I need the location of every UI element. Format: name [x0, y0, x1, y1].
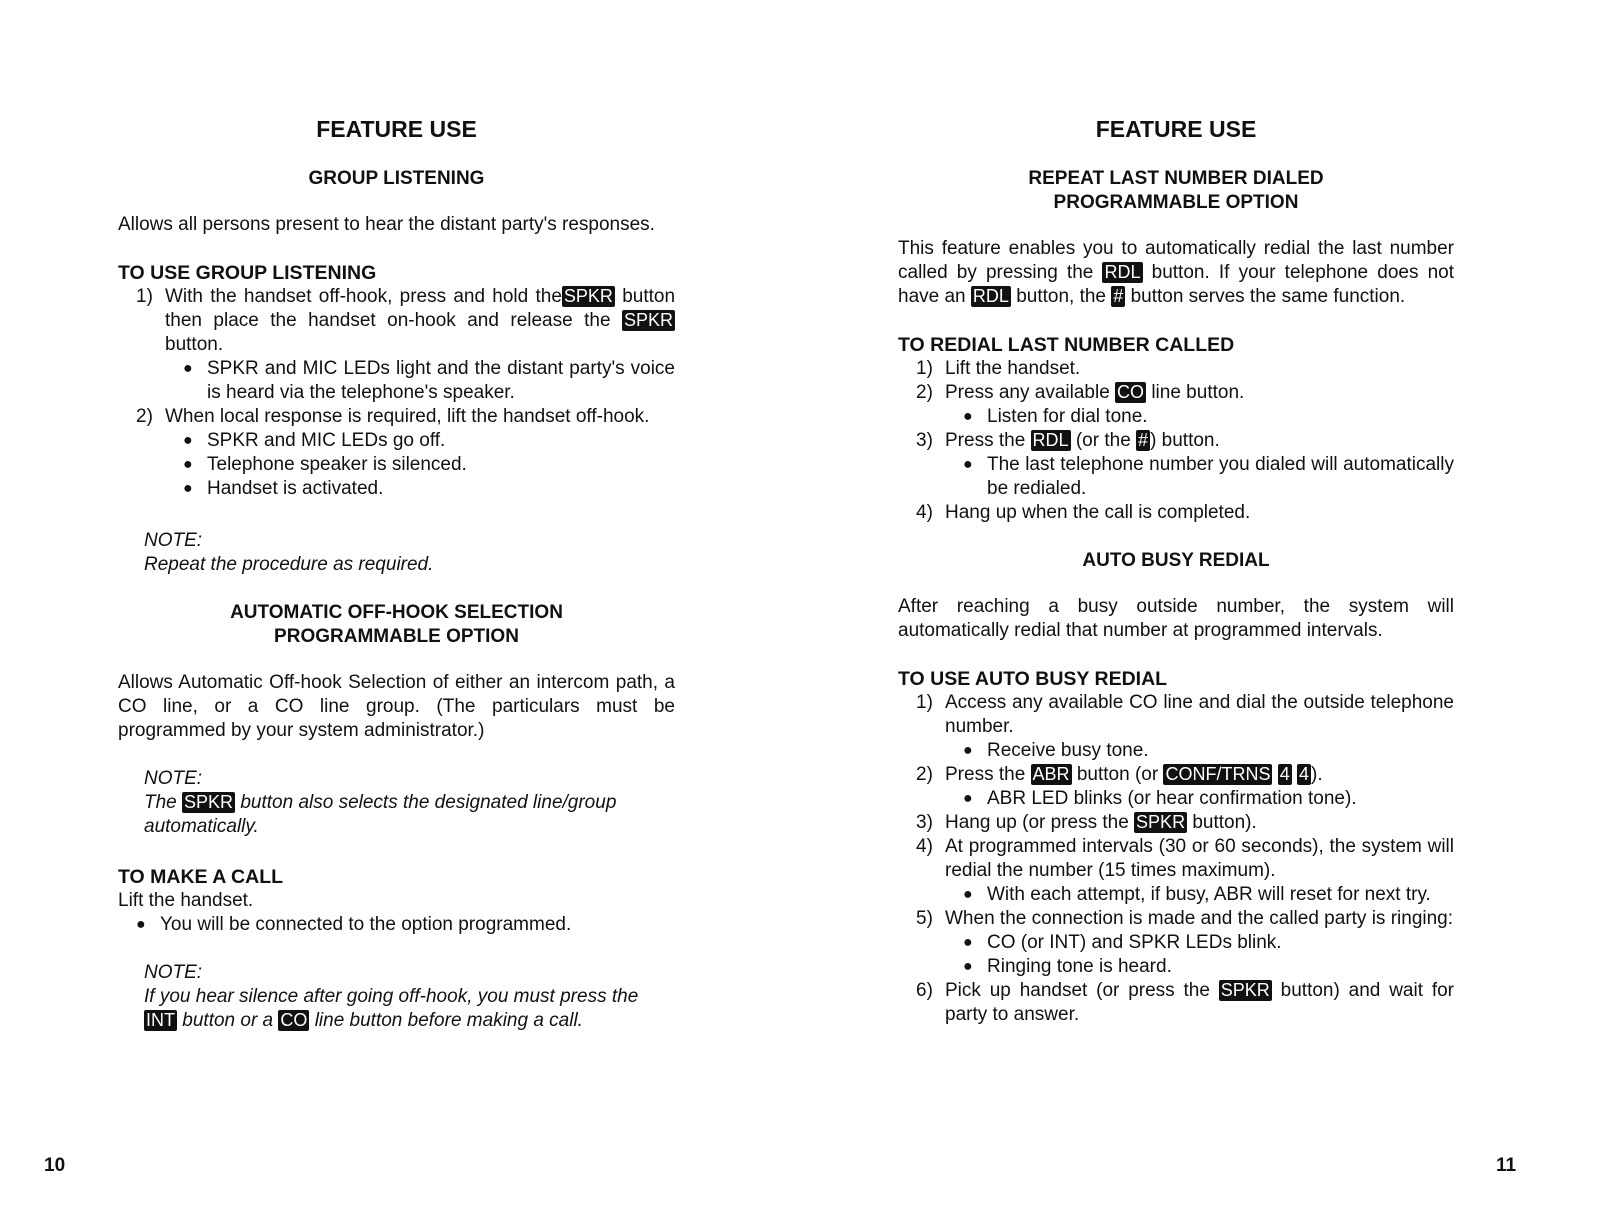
bullet-list — [165, 429, 675, 501]
redial-steps — [898, 357, 1454, 525]
section-title-auto-offhook — [118, 601, 675, 649]
list-item — [118, 405, 675, 501]
bullet-icon: ● — [183, 480, 193, 497]
step-text: button (or — [1076, 764, 1159, 785]
list-item — [945, 787, 1454, 811]
left-page — [0, 0, 798, 1228]
intro-fragment: button serves the same function. — [1130, 286, 1406, 307]
bullet-text: You will be connected to the option programmed. — [160, 914, 572, 935]
intro-fragment: button. If your telephone does not have an — [898, 262, 1455, 307]
step-number: 6) — [916, 980, 933, 1001]
auto-offhook-intro: Allows Automatic Off-hook Selection of either an intercom path, a CO line, or a CO line group. (The particulars must be programmed by your system administrator.) — [118, 672, 675, 741]
note-label: NOTE: — [144, 962, 203, 983]
step-number: 2) — [916, 764, 933, 785]
title-line: REPEAT LAST NUMBER DIALED — [1028, 168, 1324, 189]
bullet-icon: ● — [963, 408, 973, 425]
note-text — [144, 791, 675, 839]
list-item — [898, 429, 1454, 501]
title-line: PROGRAMMABLE OPTION — [274, 626, 519, 647]
step-text: line button. — [1151, 382, 1245, 403]
conf-trns-key: CONF/TRNS — [1165, 764, 1271, 784]
step-text: When local response is required, lift the handset off-hook. — [165, 406, 650, 427]
bullet-icon: ● — [963, 456, 973, 473]
step-number: 5) — [916, 908, 933, 929]
list-item — [945, 883, 1454, 907]
group-listening-intro: Allows all persons present to hear the distant party's responses. — [118, 214, 655, 235]
step-text: (or the — [1075, 430, 1131, 451]
intro-fragment: button, the — [1016, 286, 1106, 307]
bullet-icon: ● — [183, 360, 193, 377]
bullet-icon: ● — [183, 432, 193, 449]
bullet-list — [945, 931, 1454, 979]
bullet-list — [118, 913, 675, 937]
list-item — [945, 955, 1454, 979]
bullet-icon: ● — [963, 742, 973, 759]
co-key: CO — [280, 1010, 308, 1030]
section-title-repeat-last-number — [898, 167, 1454, 215]
section-title-group-listening: GROUP LISTENING — [308, 168, 485, 189]
bullet-icon: ● — [136, 916, 146, 933]
note-label: NOTE: — [144, 768, 203, 789]
bullet-text: Receive busy tone. — [987, 740, 1149, 761]
bullet-text: Handset is activated. — [207, 478, 384, 499]
rdl-key: RDL — [1104, 262, 1141, 282]
spkr-key: SPKR — [184, 792, 234, 812]
auto-busy-intro: After reaching a busy outside number, the system will automatically redial that number at programmed intervals. — [898, 596, 1454, 641]
group-listening-steps — [118, 285, 675, 501]
step-number: 4) — [916, 836, 933, 857]
bullet-list — [945, 739, 1454, 763]
subhead-use-auto-busy-redial: TO USE AUTO BUSY REDIAL — [898, 668, 1168, 690]
note-fragment: button or a — [182, 1010, 274, 1031]
page-number: 10 — [44, 1155, 66, 1176]
bullet-list — [945, 453, 1454, 501]
note-fragment: button also selects the designated line/group automatically. — [144, 792, 617, 837]
title-line: AUTOMATIC OFF-HOOK SELECTION — [230, 602, 563, 623]
bullet-list — [945, 405, 1454, 429]
bullet-icon: ● — [963, 886, 973, 903]
bullet-list — [945, 787, 1454, 811]
section-title-auto-busy-redial: AUTO BUSY REDIAL — [1082, 550, 1270, 571]
step-text: With the handset off-hook, press and hold the — [165, 286, 562, 307]
spkr-key: SPKR — [1136, 812, 1186, 832]
spkr-key: SPKR — [563, 286, 613, 306]
note-text — [144, 985, 675, 1033]
step-text: button) and wait for party to answer. — [945, 980, 1454, 1025]
list-item — [898, 691, 1454, 763]
step-number: 3) — [916, 812, 933, 833]
spkr-key: SPKR — [623, 310, 673, 330]
subhead-use-group-listening: TO USE GROUP LISTENING — [118, 262, 377, 284]
right-column — [898, 116, 1454, 1027]
list-item — [898, 763, 1454, 811]
auto-busy-steps — [898, 691, 1454, 1027]
left-column — [118, 116, 675, 1055]
bullet-text: CO (or INT) and SPKR LEDs blink. — [987, 932, 1282, 953]
step-text: Pick up handset (or press the — [945, 980, 1210, 1001]
list-item — [898, 979, 1454, 1027]
digit-4-key: 4 — [1279, 764, 1290, 784]
note-auto-offhook — [144, 767, 675, 839]
list-item — [945, 739, 1454, 763]
step-text: Lift the handset. — [945, 358, 1081, 379]
bullet-list — [165, 357, 675, 405]
step-text: button). — [1192, 812, 1257, 833]
step-text: button. — [165, 334, 224, 355]
page-header: FEATURE USE — [1095, 116, 1257, 142]
bullet-list — [945, 883, 1454, 907]
list-item — [898, 501, 1454, 525]
subhead-redial-last-number: TO REDIAL LAST NUMBER CALLED — [898, 334, 1235, 356]
subhead-make-call: TO MAKE A CALL — [118, 866, 284, 888]
list-item — [165, 429, 675, 453]
bullet-text: ABR LED blinks (or hear confirmation tone). — [987, 788, 1357, 809]
repeat-intro — [898, 237, 1454, 309]
list-item — [165, 357, 675, 405]
bullet-text: With each attempt, if busy, ABR will reset for next try. — [987, 884, 1431, 905]
step-text: ) button. — [1150, 430, 1220, 451]
note-fragment: If you hear silence after going off-hook, you must press the — [144, 986, 639, 1007]
list-item — [898, 357, 1454, 381]
rdl-key: RDL — [1032, 430, 1069, 450]
abr-key: ABR — [1032, 764, 1070, 784]
list-item — [945, 405, 1454, 429]
list-item — [118, 285, 675, 405]
bullet-text: Listen for dial tone. — [987, 406, 1148, 427]
co-key: CO — [1117, 382, 1145, 402]
digit-4-key: 4 — [1299, 764, 1310, 784]
list-item — [118, 913, 675, 937]
pound-key: # — [1113, 286, 1124, 306]
bullet-icon: ● — [963, 790, 973, 807]
step-text: button then place the handset on-hook and release the — [165, 286, 676, 331]
bullet-text: Telephone speaker is silenced. — [207, 454, 467, 475]
spkr-key: SPKR — [1220, 980, 1270, 1000]
step-text: Hang up when the call is completed. — [945, 502, 1251, 523]
step-text: When the connection is made and the called party is ringing: — [945, 908, 1454, 929]
step-text: Press the — [945, 430, 1026, 451]
step-number: 3) — [916, 430, 933, 451]
note-fragment: The — [144, 792, 177, 813]
int-key: INT — [146, 1010, 175, 1030]
list-item — [945, 931, 1454, 955]
list-item — [898, 381, 1454, 429]
rdl-key: RDL — [972, 286, 1009, 306]
step-text: Hang up (or press the — [945, 812, 1129, 833]
step-text: Press the — [945, 764, 1026, 785]
list-item — [898, 835, 1454, 907]
bullet-text: The last telephone number you dialed will automatically be redialed. — [987, 454, 1454, 499]
bullet-icon: ● — [963, 958, 973, 975]
list-item — [165, 453, 675, 477]
make-call-line: Lift the handset. — [118, 890, 254, 911]
step-number: 2) — [916, 382, 933, 403]
step-text: At programmed intervals (30 or 60 seconds), the system will redial the number (15 times maximum). — [945, 836, 1454, 881]
step-number: 1) — [136, 286, 153, 307]
right-page — [798, 0, 1597, 1228]
step-text: Access any available CO line and dial the outside telephone number. — [945, 692, 1454, 737]
bullet-text: SPKR and MIC LEDs go off. — [207, 430, 446, 451]
page-number: 11 — [1496, 1155, 1517, 1176]
step-number: 4) — [916, 502, 933, 523]
bullet-text: Ringing tone is heard. — [987, 956, 1172, 977]
note-make-call — [144, 961, 675, 1033]
note-text: Repeat the procedure as required. — [144, 554, 434, 575]
page-header: FEATURE USE — [316, 116, 477, 142]
step-number: 1) — [916, 358, 933, 379]
list-item — [945, 453, 1454, 501]
pound-key: # — [1138, 430, 1149, 450]
list-item — [165, 477, 675, 501]
list-item — [898, 907, 1454, 979]
bullet-icon: ● — [963, 934, 973, 951]
note-group-listening — [144, 529, 675, 577]
step-number: 2) — [136, 406, 153, 427]
step-number: 1) — [916, 692, 933, 713]
intro-fragment: This feature enables you to automatically redial the last number called by pressing the — [898, 238, 1454, 283]
bullet-icon: ● — [183, 456, 193, 473]
note-label: NOTE: — [144, 530, 203, 551]
title-line: PROGRAMMABLE OPTION — [1053, 192, 1299, 213]
step-text: ). — [1311, 764, 1323, 785]
bullet-text: SPKR and MIC LEDs light and the distant party's voice is heard via the telephone's speaker. — [207, 358, 675, 403]
note-fragment: line button before making a call. — [314, 1010, 583, 1031]
step-text: Press any available — [945, 382, 1110, 403]
list-item — [898, 811, 1454, 835]
